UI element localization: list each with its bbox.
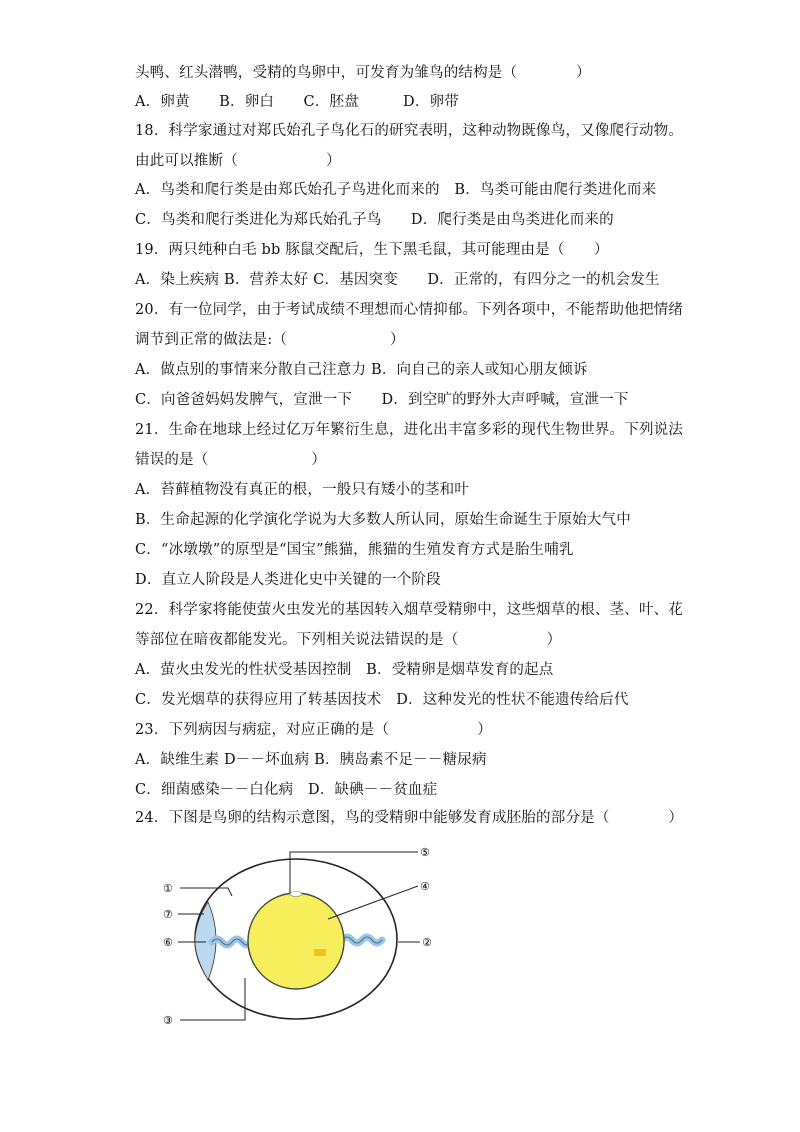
q20-stem: 20．有一位同学，由于考试成绩不理想而心情抑郁。下列各项中，不能帮助他把情绪 [135,302,684,318]
q18-stem: 18．科学家通过对郑氏始孔子鸟化石的研究表明，这种动物既像鸟，又像爬行动物。 [135,123,684,139]
q21-option-c: C．“冰墩墩”的原型是“国宝”熊猫，熊猫的生殖发育方式是胎生哺乳 [135,542,574,558]
q21-stem: 21．生命在地球上经过亿万年繁衍生息，进化出丰富多彩的现代生物世界。下列说法 [135,422,684,438]
q20-options-cd: C．向爸爸妈妈发脾气，宣泄一下 D．到空旷的野外大声呼喊，宣泄一下 [135,392,629,408]
q22-stem: 22．科学家将能使萤火虫发光的基因转入烟草受精卵中，这些烟草的根、茎、叶、花 [135,602,684,618]
q21-option-b: B．生命起源的化学演化学说为大多数人所认同，原始生命诞生于原始大气中 [135,512,631,528]
q17-stem-continued: 头鸭、红头潜鸭，受精的鸟卵中，可发育为雏鸟的结构是（ ） [135,65,591,81]
q19-options: A．染上疾病 B．营养太好 C．基因突变 D．正常的，有四分之一的机会发生 [135,272,660,288]
q18-stem-continued: 由此可以推断（ ） [135,153,341,169]
q17-options: A．卵黄 B．卵白 C．胚盘 D．卵带 [135,94,459,110]
q23-stem: 23．下列病因与病症，对应正确的是（ ） [135,722,492,738]
q18-options-ab: A．鸟类和爬行类是由郑氏始孔子鸟进化而来的 B．鸟类可能由爬行类进化而来 [135,182,657,198]
q22-options-cd: C．发光烟草的获得应用了转基因技术 D．这种发光的性状不能遗传给后代 [135,692,629,708]
q20-stem-continued: 调节到正常的做法是:（ ） [135,332,405,348]
label-5: ⑤ [420,846,430,859]
embryo-mark [314,949,326,956]
yolk [248,893,344,989]
q22-stem-continued: 等部位在暗夜都能发光。下列相关说法错误的是（ ） [135,632,562,648]
label-6: ⑥ [163,936,173,949]
q21-option-d: D．直立人阶段是人类进化史中关键的一个阶段 [135,572,441,588]
q19-stem: 19．两只纯种白毛 bb 豚鼠交配后，生下黑毛鼠，其可能理由是（ ） [135,242,609,258]
label-1: ① [163,882,173,895]
label-4: ④ [420,880,430,893]
germinal-disc [290,892,302,897]
q21-stem-continued: 错误的是（ ） [135,452,327,468]
q18-options-cd: C．鸟类和爬行类进化为郑氏始孔子鸟 D．爬行类是由鸟类进化而来的 [135,212,614,228]
bird-egg-svg [150,832,450,1042]
label-7: ⑦ [163,908,173,921]
q22-options-ab: A．萤火虫发光的性状受基因控制 B．受精卵是烟草发育的起点 [135,662,554,678]
q23-options-cd: C．细菌感染－－白化病 D．缺碘－－贫血症 [135,782,438,798]
q24-stem: 24．下图是鸟卵的结构示意图，鸟的受精卵中能够发育成胚胎的部分是（ ） [135,810,684,826]
bird-egg-diagram [150,832,450,1042]
q21-option-a: A．苔藓植物没有真正的根，一般只有矮小的茎和叶 [135,482,470,498]
label-2: ② [422,936,432,949]
q23-options-ab: A．缺维生素 D－－坏血病 B．胰岛素不足－－糖尿病 [135,752,487,768]
label-3: ③ [163,1014,173,1027]
q20-options-ab: A．做点别的事情来分散自己注意力 B．向自己的亲人或知心朋友倾诉 [135,362,588,378]
